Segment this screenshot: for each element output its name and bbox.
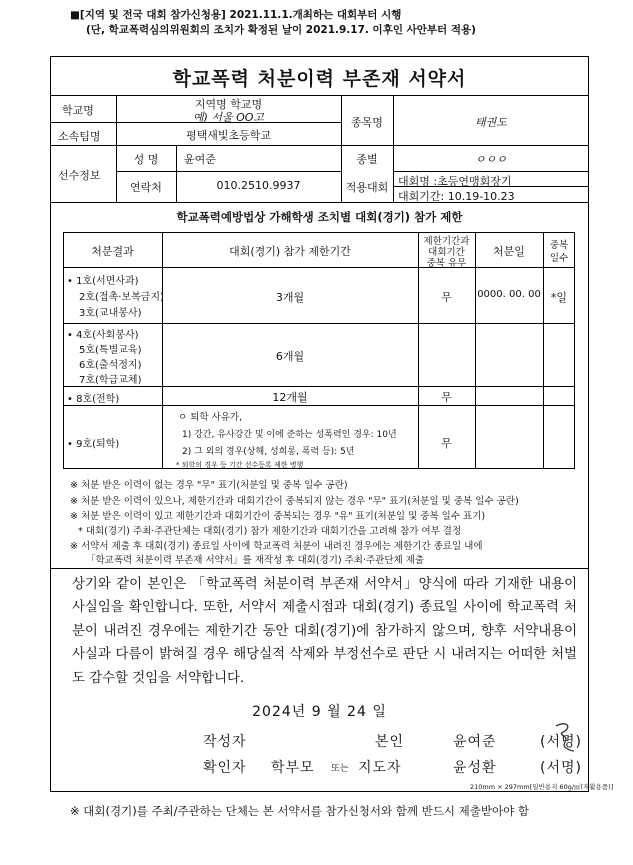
rule: [63, 386, 575, 387]
writer-label: 작성자: [203, 734, 247, 750]
contact-value: 010.2510.9937: [216, 179, 301, 192]
note-5: ※ 서약서 제출 후 대회(경기) 종료일 사이에 학교폭력 처분이 내려진 경우에는 제한기간 종료일 내에: [70, 541, 483, 552]
writer-sign-mark: (서명): [540, 734, 582, 750]
row3-result: • 8호(전학): [67, 394, 120, 405]
note-6: 「학교폭력 처분이력 부존재 서약서」를 재작성 후 대회(경기) 주최·주관단체 제출: [86, 555, 425, 566]
rule: [475, 232, 476, 469]
row1-date: 0000. 00. 00: [477, 289, 541, 300]
competition-label: 적용대회: [345, 181, 389, 194]
row3-period: 12개월: [272, 391, 308, 404]
footer-note: ※ 대회(경기)를 주최/주관하는 단체는 본 서약서를 참가신청서와 함께 반드시 제출받아야 함: [70, 804, 529, 818]
rule: [176, 145, 177, 202]
row1-overlap: 무: [441, 291, 452, 304]
athlete-label: 선수정보: [58, 169, 101, 182]
row3-overlap: 무: [441, 391, 452, 404]
rule: [63, 267, 575, 268]
col-overlap: 대회기간: [428, 247, 465, 258]
confirmer-label: 확인자: [203, 760, 247, 776]
pledge-text: 상기와 같이 본인은 「학교폭력 처분이력 부존재 서약서」양식에 따라 기재한 내용이 사실임을 확인합니다. 또한, 서약서 제출시점과 대회(경기) 종료일 사이에 학교폭력 처분이 내려진 경우에는 제한기간 동안 대회(경기)에 참가하지 않으며, 향후 서약내용이 사실과 다름이 밝혀질 경우 해당실적 삭제와 부정선수로 판단 시 내려지는 어떠한 처벌도 감수할 것임을 서약합니다.: [72, 577, 577, 686]
col-days: 일수: [549, 253, 569, 264]
or-label: 또는: [331, 764, 349, 774]
row4-period: 1) 강간, 유사강간 및 이에 준하는 성폭력인 경우: 10년: [182, 430, 397, 440]
row1-period: 3개월: [275, 291, 305, 304]
row4-period: ㅇ 퇴학 사유가,: [178, 412, 243, 423]
pledge-date: 2024년 9 월 24 일: [252, 704, 387, 720]
rule: [63, 323, 575, 324]
row4-result: • 9호(퇴학): [67, 439, 120, 450]
row2-result: • 4호(사회봉사): [67, 330, 139, 341]
row1-result: 3호(교내봉사): [79, 308, 142, 319]
row2-result: 7호(학급교체): [79, 375, 142, 386]
row1-result: • 1호(서면사과): [67, 276, 139, 287]
document-title: 학교폭력 처분이력 부존재 서약서: [172, 68, 467, 90]
note-2: ※ 처분 받은 이력이 있으나, 제한기간과 대회기간이 중복되지 않는 경우 "무" 표기(처분일 및 중복 일수 공란): [70, 496, 519, 507]
contact-label: 연락처: [130, 181, 162, 194]
team-label: 소속팀명: [58, 130, 101, 143]
competition-period: 대회기간: 10.19-10.23: [398, 190, 515, 203]
row1-days: *일: [550, 291, 568, 304]
row4-period: 2) 그 외의 경우(상해, 성희롱, 폭력 등): 5년: [182, 447, 355, 457]
gender-label: 종별: [356, 153, 378, 166]
paper-spec: 210mm × 297mm[일반용지 60g/㎡(재활용품)]: [470, 783, 614, 791]
rule: [393, 95, 394, 202]
row1-result: 2호(접촉·보복금지): [79, 292, 164, 303]
writer-name: 윤여준: [453, 734, 497, 750]
rule: [543, 232, 544, 469]
header-notice-line1: ■[지역 및 전국 대회 참가신청용] 2021.11.1.개최하는 대회부터 시행: [70, 9, 402, 21]
note-4: * 대회(경기) 주최·주관단체는 대회(경기) 참가 제한기간과 대회기간을 고려해 참가 여부 결정: [78, 526, 462, 537]
row2-result: 5호(특별교육): [79, 345, 142, 356]
rule: [50, 145, 589, 146]
school-example: 예) 서울 OO고: [192, 111, 265, 124]
competition-name: 대회명 :초등연맹회장기: [398, 175, 512, 188]
rule: [63, 405, 575, 406]
self-label: 본인: [375, 734, 405, 750]
team-value: 평택새빛초등학교: [185, 129, 271, 142]
name-label: 성 명: [133, 153, 159, 166]
note-1: ※ 처분 받은 이력이 없는 경우 "무" 표기(처분일 및 중복 일수 공란): [70, 480, 348, 491]
event-label: 종목명: [351, 116, 383, 129]
event-value: 태권도: [475, 116, 507, 129]
handwritten-signature: [550, 720, 580, 754]
confirmer-name: 윤성환: [453, 760, 497, 776]
rule: [50, 568, 589, 569]
rule: [116, 171, 341, 172]
confirmer-sign-mark: (서명): [540, 760, 582, 776]
header-notice-line2: (단, 학교폭력심의위원회의 조치가 확정된 날이 2021.9.17. 이후인 사안부터 적용): [86, 24, 476, 36]
rule: [393, 171, 589, 172]
col-date: 처분일: [493, 245, 525, 258]
col-overlap: 중복 유무: [426, 258, 467, 269]
name-value: 윤여준: [184, 153, 216, 166]
guardian-label: 학부모: [271, 760, 315, 776]
row2-period: 6개월: [275, 350, 305, 363]
row2-result: 6호(출석정지): [79, 360, 142, 371]
school-label: 학교명: [62, 104, 94, 117]
row4-overlap: 무: [441, 437, 452, 450]
col-days: 중복: [549, 240, 569, 251]
col-overlap: 제한기간과: [423, 236, 470, 247]
col-result: 처분결과: [91, 245, 134, 258]
col-period: 대회(경기) 참가 제한기간: [229, 245, 351, 258]
row4-period: * 퇴학의 경우 등 기간 선수등록 제한 병행: [176, 461, 304, 469]
note-3: ※ 처분 받은 이력이 있고 제한기간과 대회기간이 중복되는 경우 "유" 표기(처분일 및 중복 일수 표기): [70, 511, 486, 522]
school-hint: 지역명 학교명: [194, 98, 263, 111]
gender-value: ㅇㅇㅇ: [475, 153, 507, 166]
restriction-subtitle: 학교폭력예방법상 가해학생 조치별 대회(경기) 참가 제한: [176, 210, 463, 224]
instructor-label: 지도자: [358, 760, 402, 776]
